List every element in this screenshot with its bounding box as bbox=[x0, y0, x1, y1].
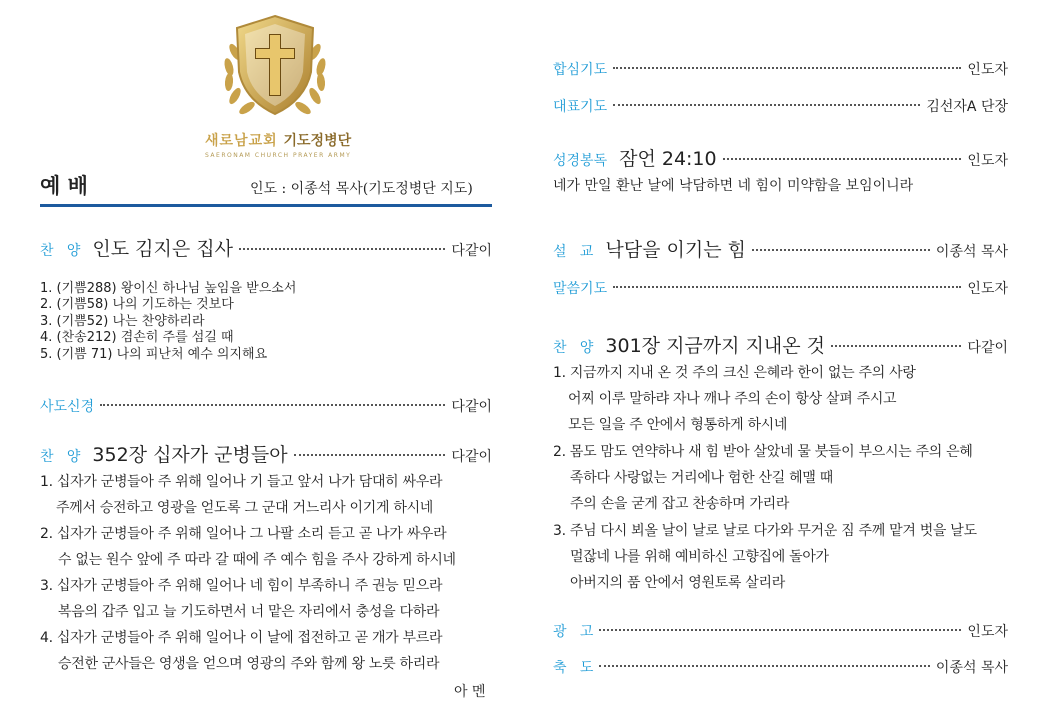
word-prayer-who: 인도자 bbox=[967, 281, 1008, 297]
song-item: 5. (기쁨 71) 나의 피난처 예수 의지해요 bbox=[40, 347, 268, 362]
blessing-who: 이종석 목사 bbox=[935, 660, 1008, 676]
lyric-line: 수 없는 원수 앞에 주 따라 갈 때에 주 예수 힘을 주사 강하게 하시네 bbox=[58, 552, 456, 568]
header-rule bbox=[40, 204, 492, 207]
hymn-3-who: 다같이 bbox=[967, 340, 1008, 356]
hymn-1-who: 다같이 bbox=[451, 243, 492, 259]
leader-dots bbox=[613, 67, 961, 69]
hymn-2-label: 찬 양 bbox=[40, 449, 81, 465]
leader-dots bbox=[100, 404, 445, 406]
unison-prayer-label: 합심기도 bbox=[553, 62, 608, 78]
church-logo bbox=[205, 12, 352, 159]
rep-prayer-row bbox=[553, 96, 1008, 116]
page-title: 예 배 bbox=[40, 173, 88, 198]
logo-title-part1: 새로남교회 bbox=[205, 133, 284, 149]
lyric-line: 1. 지금까지 지내 온 것 주의 크신 은혜라 한이 없는 주의 사랑 bbox=[553, 365, 916, 381]
song-item: 1. (기쁨288) 왕이신 하나님 높임을 받으소서 bbox=[40, 281, 297, 296]
lyric-line: 복음의 갑주 입고 늘 기도하면서 너 맡은 자리에서 충성을 다하라 bbox=[58, 604, 440, 620]
lyric-line: 멀잖네 나를 위해 예비하신 고향집에 돌아가 bbox=[570, 549, 829, 565]
reading-title: 잠언 24:10 bbox=[619, 148, 717, 170]
blessing-row bbox=[553, 657, 1008, 677]
sermon-who: 이종석 목사 bbox=[935, 244, 1008, 260]
lyric-line: 3. 십자가 군병들아 주 위해 일어나 네 힘이 부족하니 주 권능 믿으라 bbox=[40, 578, 443, 594]
word-prayer-row bbox=[553, 278, 1008, 298]
unison-prayer-row bbox=[553, 59, 1008, 79]
sermon-label: 설 교 bbox=[553, 244, 594, 260]
unison-prayer-who: 인도자 bbox=[967, 62, 1008, 78]
notice-label: 광 고 bbox=[553, 624, 594, 640]
creed-who: 다같이 bbox=[451, 399, 492, 415]
leader-dots bbox=[239, 248, 445, 250]
logo-title bbox=[205, 130, 352, 150]
leader-dots bbox=[599, 665, 930, 667]
lyric-line: 4. 십자가 군병들아 주 위해 일어나 이 날에 접전하고 곧 개가 부르라 bbox=[40, 630, 443, 646]
word-prayer-label: 말씀기도 bbox=[553, 281, 608, 297]
lyric-line: 주의 손을 굳게 잡고 찬송하며 가리라 bbox=[570, 496, 790, 512]
lyric-line: 주께서 승전하고 영광을 얻도록 그 군대 거느리사 이기게 하시네 bbox=[56, 500, 434, 516]
logo-subtitle: SAERONAM CHURCH PRAYER ARMY bbox=[205, 152, 352, 159]
song-item: 3. (기쁨52) 나는 찬양하리라 bbox=[40, 314, 205, 329]
worship-leader: 인도 : 이종석 목사(기도정병단 지도) bbox=[250, 181, 473, 197]
lyric-line: 2. 몸도 맘도 연약하나 새 힘 받아 살았네 물 붓들이 부으시는 주의 은혜 bbox=[553, 444, 973, 460]
hymn-2-who: 다같이 bbox=[451, 449, 492, 465]
song-item: 2. (기쁨58) 나의 기도하는 것보다 bbox=[40, 297, 234, 312]
hymn-1-label: 찬 양 bbox=[40, 243, 81, 259]
blessing-label: 축 도 bbox=[553, 660, 594, 676]
reading-label: 성경봉독 bbox=[553, 153, 608, 169]
sermon-title: 낙담을 이기는 힘 bbox=[605, 239, 746, 261]
hymn-1-title: 인도 김지은 집사 bbox=[92, 238, 233, 260]
rep-prayer-who: 김선자A 단장 bbox=[926, 99, 1008, 115]
lyric-line: 아버지의 품 안에서 영원토록 살리라 bbox=[570, 575, 785, 591]
leader-dots bbox=[613, 104, 920, 106]
scripture-verse: 네가 만일 환난 날에 낙담하면 네 힘이 미약함을 보임이니라 bbox=[553, 178, 914, 194]
sermon-row bbox=[553, 235, 1008, 262]
lyric-line: 모든 일을 주 안에서 형통하게 하시네 bbox=[568, 417, 788, 433]
lyric-line: 승전한 군사들은 영생을 얻으며 영광의 주와 함께 왕 노릇 하리라 bbox=[58, 656, 440, 672]
leader-dots bbox=[723, 158, 962, 160]
leader-dots bbox=[752, 249, 930, 251]
hymn-1-row bbox=[40, 234, 492, 261]
cross-shield-icon bbox=[205, 12, 345, 124]
hymn-2-row bbox=[40, 440, 492, 467]
reading-row bbox=[553, 144, 1008, 171]
lyric-line: 3. 주님 다시 뵈올 날이 날로 날로 다가와 무거운 짐 주께 맡겨 벗을 날도 bbox=[553, 523, 977, 539]
leader-dots bbox=[831, 345, 961, 347]
hymn-3-title: 301장 지금까지 지내온 것 bbox=[605, 335, 825, 357]
creed-row bbox=[40, 396, 492, 416]
rep-prayer-label: 대표기도 bbox=[553, 99, 608, 115]
logo-title-part2: 기도정병단 bbox=[283, 133, 352, 149]
notice-who: 인도자 bbox=[967, 624, 1008, 640]
lyric-line: 1. 십자가 군병들아 주 위해 일어나 기 들고 앞서 나가 담대히 싸우라 bbox=[40, 474, 443, 490]
amen-text: 아 멘 bbox=[454, 684, 486, 700]
lyric-line: 족하다 사랑없는 거리에나 험한 산길 헤맬 때 bbox=[570, 470, 833, 486]
hymn-3-row bbox=[553, 331, 1008, 358]
hymn-3-label: 찬 양 bbox=[553, 340, 594, 356]
reading-who: 인도자 bbox=[967, 153, 1008, 169]
lyric-line: 2. 십자가 군병들아 주 위해 일어나 그 나팔 소리 듣고 곧 나가 싸우라 bbox=[40, 526, 447, 542]
creed-label: 사도신경 bbox=[40, 399, 95, 415]
lyric-line: 어찌 이루 말하랴 자나 깨나 주의 손이 항상 살펴 주시고 bbox=[568, 391, 897, 407]
song-item: 4. (찬송212) 겸손히 주를 섬길 때 bbox=[40, 330, 234, 345]
leader-dots bbox=[613, 286, 961, 288]
hymn-2-title: 352장 십자가 군병들아 bbox=[92, 444, 288, 466]
leader-dots bbox=[599, 629, 961, 631]
leader-dots bbox=[294, 454, 446, 456]
notice-row bbox=[553, 621, 1008, 641]
